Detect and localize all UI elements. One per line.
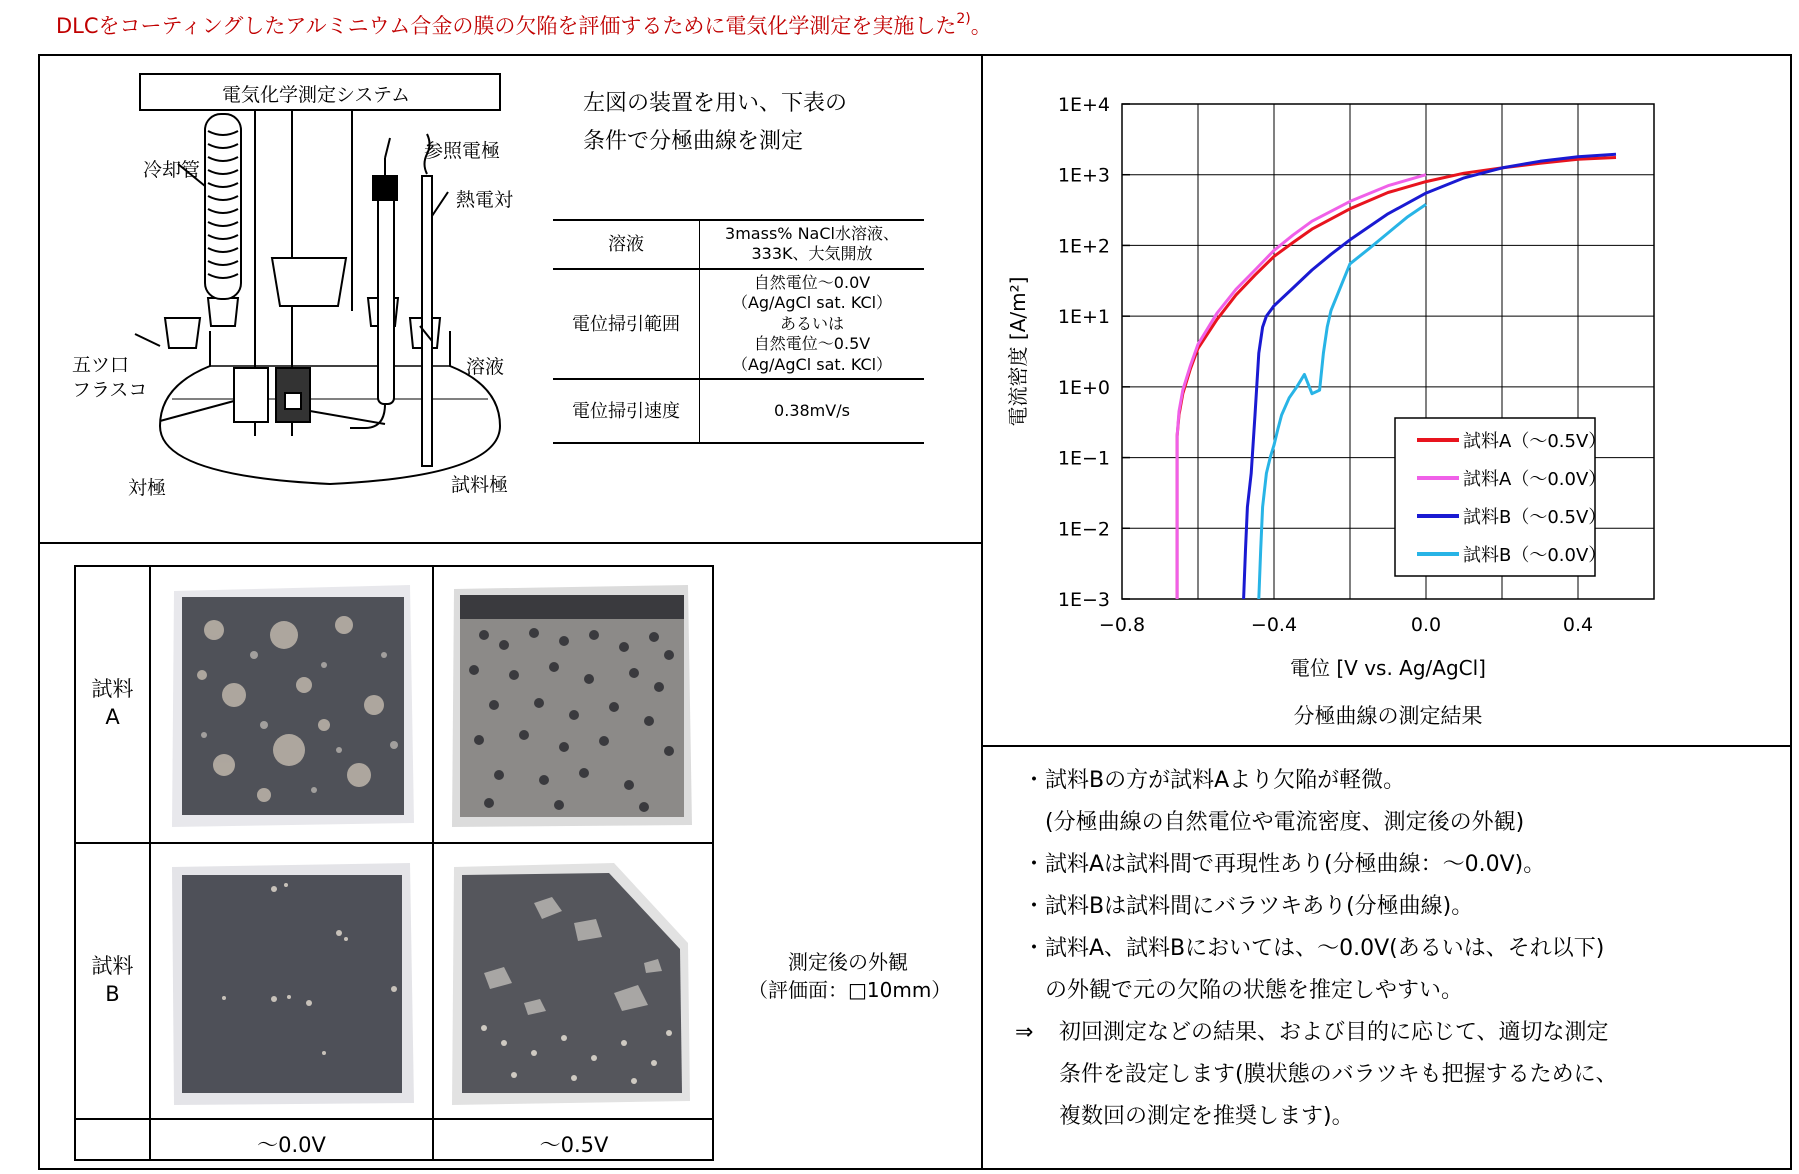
sample-electrode-label: 試料極: [451, 474, 509, 496]
title-reference: 2): [956, 11, 971, 27]
photo-sample-b-0v: [164, 853, 420, 1111]
y-axis-label: 電流密度 [A/m²]: [1006, 276, 1030, 427]
condition-line: 333K、大気開放: [751, 244, 873, 264]
cooling-tube-label: 冷却管: [143, 159, 201, 181]
condition-line: （Ag/AgCl sat. KCl）: [731, 354, 893, 374]
condition-line: （Ag/AgCl sat. KCl）: [731, 293, 893, 313]
sample-a-label-line1: 試料: [91, 677, 134, 701]
flask-label-2: フラスコ: [72, 379, 148, 401]
condition-line: 自然電位～0.5V: [753, 334, 871, 354]
conclusion-arrow-icon: ⇒: [1015, 1020, 1034, 1045]
conclusion-line: 初回測定などの結果、および目的に応じて、適切な測定: [1059, 1020, 1609, 1045]
sample-b-label: [76, 952, 149, 1009]
page-title: [56, 10, 992, 40]
condition-line: あるいは: [779, 313, 844, 333]
note-item: ・試料A、試料Bにおいては、～0.0V(あるいは、それ以下): [1023, 936, 1605, 961]
conclusion-line: 複数回の測定を推奨します)。: [1059, 1104, 1354, 1129]
left-horizontal-divider: [38, 542, 983, 544]
x-tick-label: −0.4: [1250, 614, 1298, 636]
condition-value: [700, 269, 925, 379]
condition-value: [700, 220, 925, 269]
solution-label: 溶液: [466, 356, 505, 378]
description-line-2: 条件で分極曲線を測定: [583, 129, 804, 154]
y-tick-label: 1E+0: [1057, 376, 1110, 399]
condition-line: 3mass% NaCl水溶液、: [725, 224, 899, 243]
system-label: 電気化学測定システム: [222, 84, 411, 106]
condition-value: [700, 379, 925, 443]
photo-sample-a-05v: [444, 575, 700, 835]
photo-table-row-divider-2: [76, 1118, 712, 1120]
title-text: DLCをコーティングしたアルミニウム合金の膜の欠陥を評価するために電気化学測定を実施した: [56, 14, 957, 38]
x-tick-label: 0.0: [1410, 614, 1442, 636]
x-tick-label: −0.8: [1098, 614, 1146, 636]
photo-table-col-divider-2: [432, 567, 434, 1159]
photo-caption-line1: 測定後の外観: [788, 950, 908, 974]
photo-sample-b-05v: [444, 853, 700, 1111]
note-item: (分極曲線の自然電位や電流密度、測定後の外観): [1023, 810, 1525, 835]
table-row: [553, 220, 924, 269]
description-line-1: 左図の装置を用い、下表の: [583, 91, 848, 116]
photo-caption-line2: （評価面：□10mm）: [748, 978, 952, 1002]
legend-label: 試料B（～0.0V）: [1463, 545, 1607, 566]
title-period: 。: [970, 14, 992, 38]
right-horizontal-divider: [981, 745, 1792, 747]
column-label-05v: ～0.5V: [539, 1133, 609, 1157]
flask-label-1: 五ツ口: [72, 354, 130, 376]
condition-line: 0.38mV/s: [774, 401, 850, 421]
polarization-chart: [995, 80, 1785, 740]
x-tick-label: 0.4: [1562, 614, 1594, 636]
y-tick-label: 1E+4: [1057, 94, 1110, 116]
photo-caption: [748, 948, 952, 1004]
chart-legend: [1395, 418, 1606, 576]
photo-table-col-divider-1: [149, 567, 151, 1159]
note-item: ・試料Bは試料間にバラツキあり(分極曲線)。: [1023, 894, 1474, 919]
reference-electrode-label: 参照電極: [424, 140, 501, 162]
note-item: の外観で元の欠陥の状態を推定しやすい。: [1023, 978, 1464, 1003]
y-tick-label: 1E−1: [1057, 447, 1110, 470]
sample-a-label: [76, 675, 149, 732]
legend-label: 試料B（～0.5V）: [1463, 507, 1607, 528]
condition-key: 電位掃引速度: [553, 379, 700, 443]
sample-b-label-line1: 試料: [91, 954, 134, 978]
photo-table-row-divider-1: [76, 842, 712, 844]
counter-electrode-label: 対極: [128, 477, 167, 499]
thermocouple-label: 熱電対: [456, 189, 514, 211]
legend-label: 試料A（～0.5V）: [1463, 431, 1607, 452]
condition-key: 電位掃引範囲: [553, 269, 700, 379]
legend-label: 試料A（～0.0V）: [1463, 469, 1607, 490]
apparatus-diagram: [60, 66, 560, 516]
table-row: [553, 379, 924, 443]
condition-key: 溶液: [553, 220, 700, 269]
sample-a-label-line2: A: [105, 705, 120, 730]
photo-sample-a-0v: [164, 575, 420, 835]
y-tick-label: 1E+3: [1057, 164, 1110, 187]
conclusion-line: 条件を設定します(膜状態のバラツキも把握するために、: [1059, 1062, 1618, 1087]
vertical-divider: [981, 54, 983, 1170]
condition-line: 自然電位～0.0V: [753, 272, 871, 292]
x-axis-label: 電位 [V vs. Ag/AgCl]: [1290, 656, 1486, 680]
y-tick-label: 1E+1: [1057, 306, 1110, 329]
column-label-0v: ～0.0V: [257, 1133, 326, 1157]
photo-table: [74, 565, 714, 1161]
conditions-table: [553, 219, 924, 444]
table-row: [553, 269, 924, 379]
y-tick-label: 1E−3: [1057, 589, 1110, 611]
y-tick-label: 1E+2: [1057, 235, 1110, 258]
notes-list: [1023, 760, 1604, 1012]
y-tick-label: 1E−2: [1057, 518, 1110, 541]
sample-b-label-line2: B: [105, 982, 120, 1007]
note-item: ・試料Bの方が試料Aより欠陥が軽微。: [1023, 768, 1406, 793]
note-item: ・試料Aは試料間で再現性あり(分極曲線：～0.0V)。: [1023, 852, 1546, 877]
chart-caption: 分極曲線の測定結果: [1293, 704, 1483, 728]
conclusion-lines: [1059, 1012, 1618, 1138]
